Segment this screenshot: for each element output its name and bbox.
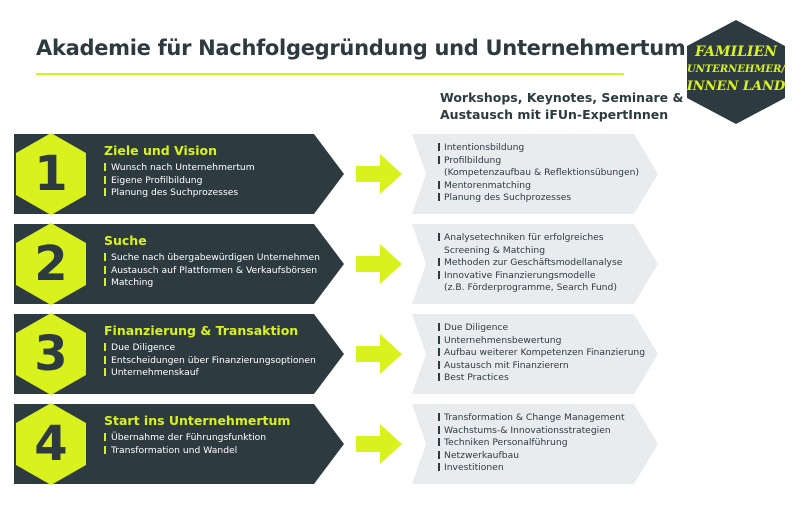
step-item: Austausch auf Plattformen & Verkaufsbörsen xyxy=(104,265,320,278)
step-items xyxy=(104,252,320,290)
step-item: Eigene Profilbildung xyxy=(104,175,255,188)
workshop-item: Unternehmensbewertung xyxy=(438,335,645,348)
workshop-item: Transformation & Change Management xyxy=(438,412,625,425)
step-item: Entscheidungen über Finanzierungsoptionen xyxy=(104,355,316,368)
workshop-item: Methoden zur Geschäftsmodellanalyse xyxy=(438,257,622,270)
workshop-item: Netzwerkaufbau xyxy=(438,450,625,463)
step-title: Start ins Unternehmertum xyxy=(104,413,291,428)
step-row xyxy=(0,224,805,314)
workshop-item: Wachstums-& Innovationsstrategien xyxy=(438,425,625,438)
step-items xyxy=(104,342,316,380)
step-title: Suche xyxy=(104,233,147,248)
step-item: Due Diligence xyxy=(104,342,316,355)
workshop-item: Intentionsbildung xyxy=(438,142,639,155)
step-number: 4 xyxy=(34,416,68,472)
workshop-item: Innovative Finanzierungsmodelle xyxy=(438,270,622,283)
step-number: 3 xyxy=(34,326,68,382)
step-number-hexagon xyxy=(14,312,88,396)
step-item: Matching xyxy=(104,277,320,290)
step-title: Finanzierung & Transaktion xyxy=(104,323,299,338)
workshop-items xyxy=(438,412,625,475)
step-row xyxy=(0,314,805,404)
title-underline xyxy=(36,73,624,75)
page-title: Akademie für Nachfolgegründung und Unternehmertum xyxy=(36,36,686,60)
workshop-item: Best Practices xyxy=(438,372,645,385)
workshops-header-line2: Austausch mit iFUn-ExpertInnen xyxy=(440,107,669,122)
step-item: Planung des Suchprozesses xyxy=(104,187,255,200)
logo-text-line3: INNEN LAND xyxy=(686,79,786,94)
workshop-item: Profilbildung xyxy=(438,155,639,168)
workshop-item: (Kompetenzaufbau & Reflektionsübungen) xyxy=(444,167,640,178)
workshops-header xyxy=(440,89,683,123)
step-number-hexagon xyxy=(14,402,88,486)
step-number-hexagon xyxy=(14,222,88,306)
step-item: Übernahme der Führungsfunktion xyxy=(104,432,266,445)
workshop-item: Aufbau weiterer Kompetenzen Finanzierung xyxy=(438,347,645,360)
arrow-right-icon xyxy=(356,154,402,194)
step-item: Wunsch nach Unternehmertum xyxy=(104,162,255,175)
arrow-right-icon xyxy=(356,334,402,374)
step-row xyxy=(0,404,805,494)
workshop-item: Techniken Personalführung xyxy=(438,437,625,450)
workshop-item: Austausch mit Finanzierern xyxy=(438,360,645,373)
step-item: Suche nach übergabewürdigen Unternehmen xyxy=(104,252,320,265)
workshop-items xyxy=(438,322,645,385)
workshops-header-line1: Workshops, Keynotes, Seminare & xyxy=(440,90,684,105)
step-row xyxy=(0,134,805,224)
arrow-right-icon xyxy=(356,244,402,284)
workshop-items xyxy=(438,142,639,205)
workshop-item: Due Diligence xyxy=(438,322,645,335)
step-item: Transformation und Wandel xyxy=(104,445,266,458)
workshop-item: Planung des Suchprozesses xyxy=(438,192,639,205)
step-number-hexagon xyxy=(14,132,88,216)
workshop-item: Mentorenmatching xyxy=(438,180,639,193)
logo-text-line1: FAMILIEN xyxy=(695,44,777,60)
logo-text-line2: UNTERNEHMER/ xyxy=(686,64,786,75)
arrow-right-icon xyxy=(356,424,402,464)
workshop-items xyxy=(438,232,622,295)
step-items xyxy=(104,162,255,200)
step-number: 2 xyxy=(34,236,68,292)
step-title: Ziele und Vision xyxy=(104,143,217,158)
step-items xyxy=(104,432,266,457)
step-item: Unternehmenskauf xyxy=(104,367,316,380)
workshop-item: (z.B. Förderprogramme, Search Fund) xyxy=(444,282,617,293)
workshop-item: Analysetechniken für erfolgreiches xyxy=(438,232,622,245)
workshop-item: Screening & Matching xyxy=(444,244,546,256)
familien-unternehmer-logo xyxy=(683,18,789,126)
step-number: 1 xyxy=(34,146,68,202)
workshop-item: Investitionen xyxy=(438,462,625,475)
